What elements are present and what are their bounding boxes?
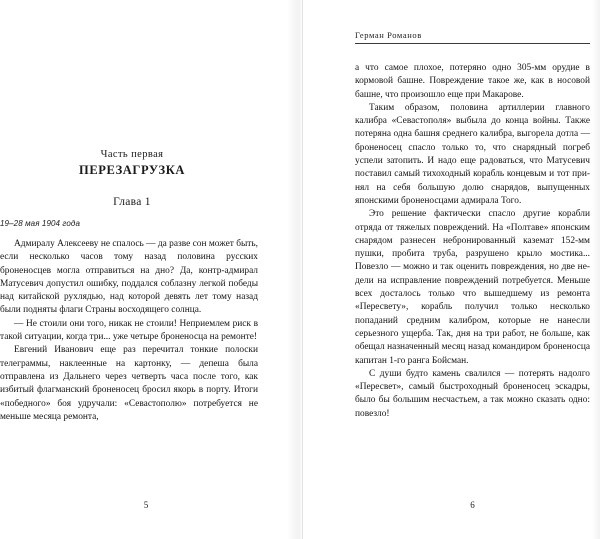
paragraph: С души будто камень свалился — потерять надолго «Пересвет», самый быстроходный броненосец эскадры, было бы большим несчастьем, а так можно сказать одно: повезло!: [355, 368, 590, 419]
dateline: 19–28 мая 1904 года: [0, 219, 80, 228]
right-page: [300, 0, 600, 539]
paragraph: Евгений Иванович еще раз перечитал тонкие полоски телеграммы, наклеенные на картонку, — депеша была отправлена из Дальнего через четверть часа после того, как избитый флагманский броненосец бросил якорь в порту. Итоги «победного» боя удручали: «Севастополю» потребуется не меньше месяца ремонта,: [0, 345, 258, 422]
part-label: Часть первая: [100, 149, 164, 160]
chapter-title: Глава 1: [113, 196, 151, 208]
paragraph: Адмиралу Алексееву не спалось — да разве сон может быть, если несколько часов тому назад половина русских броненосцев могла отправиться на дно? Да, контр-адмирал Матусевич допустил ошибку, поддался соблазну легкой победы над китайской рухлядью, над которой девять лет тому назад были подняты флаги Страны восходящего солнца.: [0, 239, 258, 316]
part-title: ПЕРЕЗАГРУЗКА: [79, 163, 185, 177]
part-heading-block: [0, 149, 282, 178]
paragraph: — Не стоили они того, никак не стоили! Неприемлем риск в такой ситуации, когда три... уже четыре броненосца на ремонте!: [0, 318, 258, 343]
paragraph: Таким образом, половина артиллерии главного калибра «Севастополя» выбыла до конца войны. Также потеряна одна башня среднего калибра, выгорела дотла — броненосец спасло только то, что снарядный погреб успели затопить. И надо еще радоваться, что Матусевич поставил самый тихоходный корабль концевым и тот принял на себя большую долю снарядов, выпущенных японскими броненосцами адмирала Того.: [355, 102, 590, 206]
paragraph: Это решение фактически спасло другие корабли отряда от тяжелых повреждений. На «Полтаве» японским снарядом разнесен небронированный каземат 152-мм пушки, пробита труба, разрушено крыло мостика... Повезло — можно и так оценить повреждения, но две недели на исправление повреждений потребуется. Меньше всех досталось только что вышедшему из ремонта «Пересвету», корабль получил только несколько попаданий средним калибром, которые не нанесли серьезного ущерба. Так, дня на три работ, не больше, как обещал назначенный месяц назад командиром броненосца капитан 1-го ранга Бойсман.: [355, 209, 590, 366]
paragraph: а что самое плохое, потеряно одно 305-мм орудие в кормовой башне. Повреждение такое же, как в носовой башне, что произошло еще при Макарове.: [355, 63, 590, 100]
running-head: [355, 30, 590, 44]
left-page-content: [0, 0, 282, 539]
right-page-body: [355, 62, 590, 421]
page-number-left: 5: [143, 500, 149, 510]
running-head-rule: [355, 43, 590, 44]
page-number-right: 6: [470, 500, 475, 510]
left-page-body: [0, 238, 258, 424]
right-page-content: [355, 0, 590, 539]
running-head-author: Герман Романов: [355, 30, 422, 40]
